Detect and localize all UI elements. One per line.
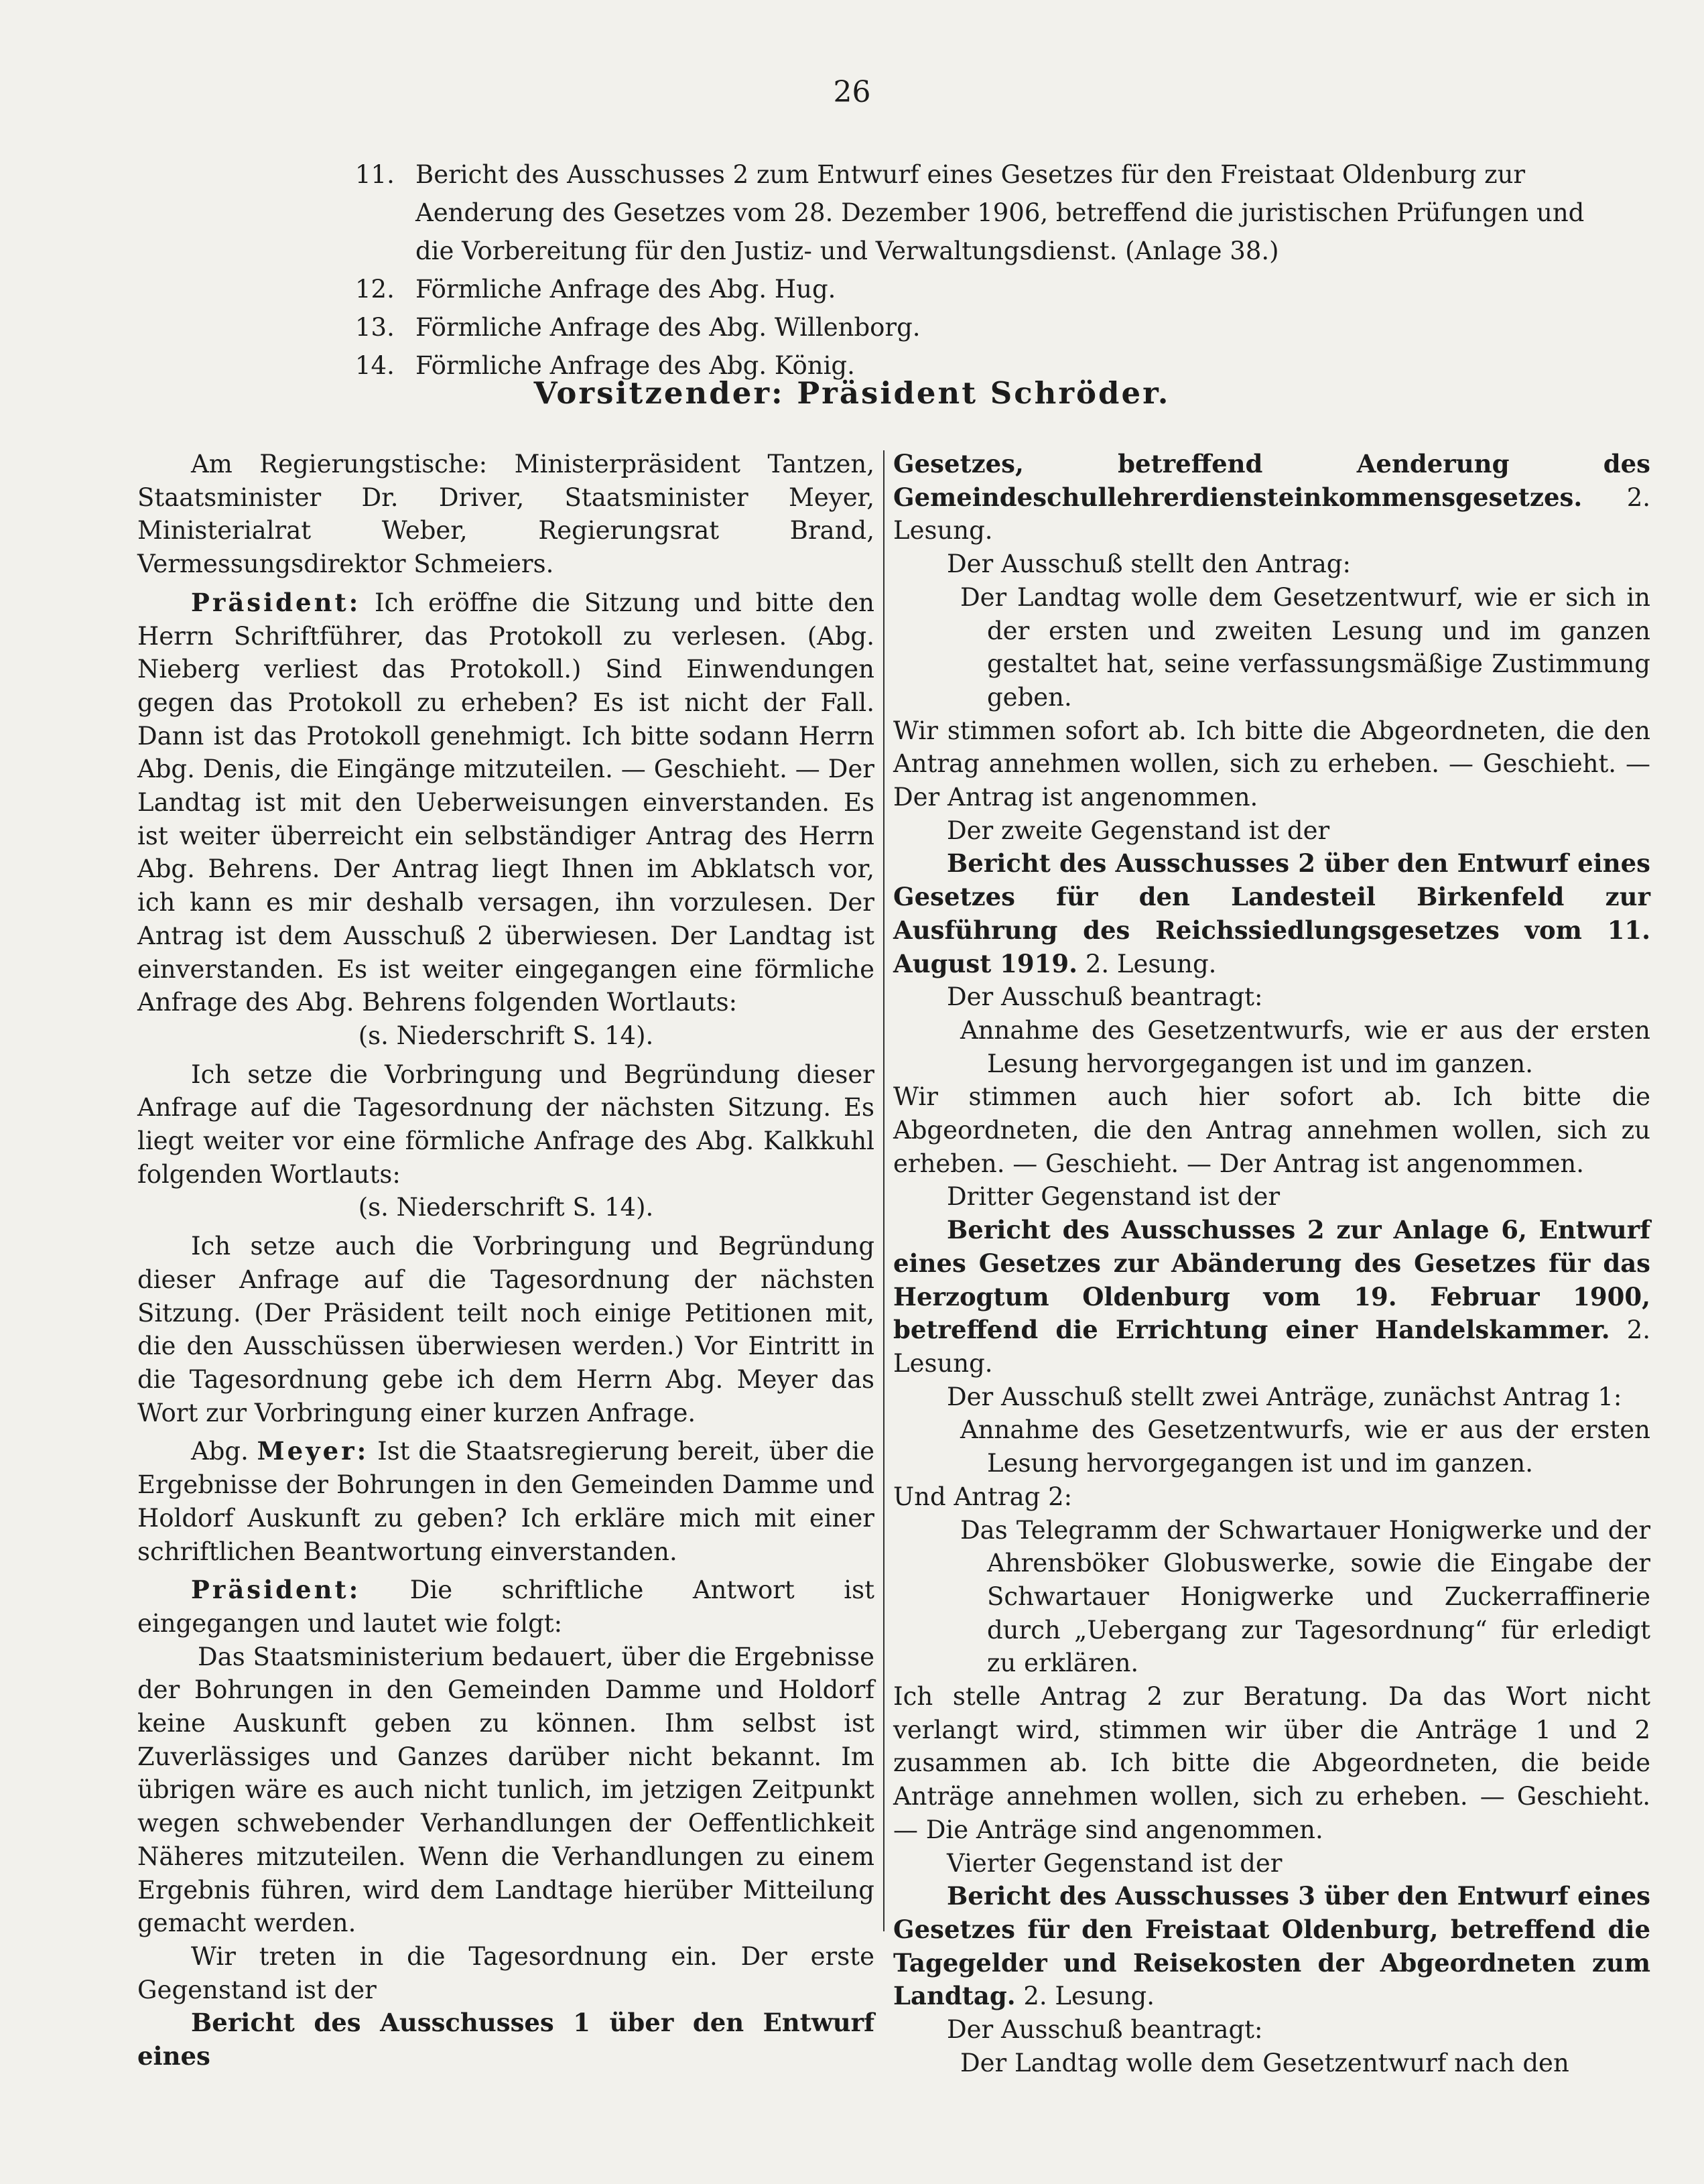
speaker-prefix: Abg. <box>191 1437 249 1466</box>
agenda-item-text: Bericht des Ausschusses 2 zum Entwurf eines Gesetzes für den Freistaat Oldenburg zur Aenderung des Gesetzes vom 28. Dezember 1906, betreffend die juristischen Prüfungen und die Vorbereitung für den Justiz- und Verwaltungsdienst. (Anlage 38.) <box>415 160 1585 265</box>
paragraph <box>137 1573 874 1640</box>
reading-label: 2. Lesung. <box>893 1315 1650 1378</box>
paragraph: Vierter Gegenstand ist der <box>947 1848 1283 1878</box>
motion-text: Annahme des Gesetzentwurfs, wie er aus der ersten Lesung hervorgegangen ist und im ganzen. <box>960 1415 1650 1478</box>
agenda-item <box>355 155 1615 270</box>
agenda-item-number: 11. <box>355 160 395 189</box>
paragraph <box>893 1880 1650 2013</box>
paragraph: Ich stelle Antrag 2 zur Beratung. Da das Wort nicht verlangt wird, stimmen wir über die Anträge 1 und 2 zusammen ab. Ich bitte die Abgeordneten, die beide Anträge annehmen wollen, sich zu erheben. — Geschieht. — Die Anträge sind angenommen. <box>893 1682 1650 1844</box>
reference: (s. Niederschrift S. 14). <box>358 1193 654 1222</box>
motion-text: Der Landtag wolle dem Gesetzentwurf nach den <box>960 2048 1569 2077</box>
paragraph: Wir stimmen sofort ab. Ich bitte die Abgeordneten, die den Antrag annehmen wollen, sich zu erheben. — Geschieht. — Der Antrag ist angenommen. <box>893 716 1650 812</box>
reading-label: 2. Lesung. <box>1085 949 1217 978</box>
agenda-item-number: 12. <box>355 275 395 304</box>
reference: (s. Niederschrift S. 14). <box>358 1021 654 1050</box>
agenda-item-text: Förmliche Anfrage des Abg. König. <box>415 351 855 380</box>
paragraph: Wir stimmen auch hier sofort ab. Ich bitte die Abgeordneten, die den Antrag annehmen wollen, sich zu erheben. — Geschieht. — Der Antrag ist angenommen. <box>893 1082 1650 1178</box>
paragraph: Der Ausschuß beantragt: <box>947 2015 1263 2045</box>
reading-label: 2. Lesung. <box>893 483 1650 545</box>
paragraph: Ich setze die Vorbringung und Begründung dieser Anfrage auf die Tagesordnung der nächsten Sitzung. Es liegt weiter vor eine förmliche Anfrage des Abg. Kalkkuhl folgenden Wortlauts: <box>137 1059 874 1189</box>
right-column <box>893 448 1650 2079</box>
paragraph: Der zweite Gegenstand ist der <box>947 816 1330 845</box>
paragraph <box>137 586 874 1019</box>
motion-text: Der Landtag wolle dem Gesetzentwurf, wie er sich in der ersten und zweiten Lesung und im ganzen gestaltet hat, seine verfassungsmäßige Zustimmung geben. <box>960 582 1650 712</box>
paragraph: Der Ausschuß stellt zwei Anträge, zunächst Antrag 1: <box>947 1382 1622 1411</box>
page-number: 26 <box>833 75 871 109</box>
section-heading: Vorsitzender: Präsident Schröder. <box>533 375 1171 411</box>
agenda-list <box>355 155 1615 385</box>
paragraph: Am Regierungstische: Ministerpräsident Tantzen, Staatsminister Dr. Driver, Staatsminister Meyer, Ministerialrat Weber, Regierungsrat Brand, Vermessungsdirektor Schmeiers. <box>137 450 874 579</box>
agenda-subject: Bericht des Ausschusses 2 zur Anlage 6, Entwurf eines Gesetzes zur Abänderung des Gesetzes für das Herzogtum Oldenburg vom 19. Februar 1900, betreffend die Errichtung einer Handelskammer. <box>893 1215 1650 1345</box>
paragraph: Ich setze auch die Vorbringung und Begründung dieser Anfrage auf die Tagesordnung der nächsten Sitzung. (Der Präsident teilt noch einige Petitionen mit, die den Ausschüssen überwiesen werden.) Vor Eintritt in die Tagesordnung gebe ich dem Herrn Abg. Meyer das Wort zur Vorbringung einer kurzen Anfrage. <box>137 1232 874 1427</box>
paragraph <box>137 1435 874 1568</box>
paragraph: Wir treten in die Tagesordnung ein. Der erste Gegenstand ist der <box>137 1941 874 2004</box>
paragraph-text: Ist die Staatsregierung bereit, über die Ergebnisse der Bohrungen in den Gemeinden Damme und Holdorf Auskunft zu geben? Ich erkläre mich mit einer schriftlichen Beantwortung einverstanden. <box>137 1437 875 1566</box>
paragraph: Der Ausschuß beantragt: <box>947 982 1263 1012</box>
agenda-subject: Gesetzes, betreffend Aenderung des Gemeindeschullehrerdiensteinkommensgesetzes. <box>893 449 1650 512</box>
motion-text: Annahme des Gesetzentwurfs, wie er aus der ersten Lesung hervorgegangen ist und im ganzen. <box>960 1015 1650 1078</box>
paragraph <box>893 847 1650 980</box>
paragraph <box>893 1214 1650 1380</box>
agenda-subject: Bericht des Ausschusses 3 über den Entwurf eines Gesetzes für den Freistaat Oldenburg, betreffend die Tagegelder und Reisekosten der Abgeordneten zum Landtag. <box>893 1881 1650 2011</box>
motion-text: Das Telegramm der Schwartauer Honigwerke und der Ahrensböker Globuswerke, sowie die Eingabe der Schwartauer Honigwerke und Zuckerraffinerie durch „Uebergang zur Tagesordnung“ für erledigt zu erklären. <box>960 1515 1650 1678</box>
agenda-item-number: 13. <box>355 313 395 342</box>
paragraph: Der Ausschuß stellt den Antrag: <box>947 550 1351 579</box>
agenda-item-text: Förmliche Anfrage des Abg. Hug. <box>415 275 836 304</box>
reading-label: 2. Lesung. <box>1023 1982 1155 2011</box>
quoted-answer: Das Staatsministerium bedauert, über die Ergebnisse der Bohrungen in den Gemeinden Damme und Holdorf keine Auskunft geben zu können. Ihm selbst ist Zuverlässiges und Ganzes darüber nicht bekannt. Im übrigen wäre es auch nicht tunlich, im jetzigen Zeitpunkt wegen schwebender Verhandlungen der Oeffentlichkeit Näheres mitzuteilen. Wenn die Verhandlungen zu einem Ergebnis führen, wird dem Landtage hierüber Mitteilung gemacht werden. <box>137 1642 874 1938</box>
paragraph-text: Die schriftliche Antwort ist eingegangen und lautet wie folgt: <box>137 1576 874 1638</box>
agenda-item-text: Förmliche Anfrage des Abg. Willenborg. <box>415 313 921 342</box>
column-divider <box>883 450 884 1931</box>
agenda-item <box>355 270 1615 308</box>
agenda-subject: Bericht des Ausschusses 1 über den Entwurf eines <box>137 2008 874 2071</box>
paragraph-text: Ich eröffne die Sitzung und bitte den Herrn Schriftführer, das Protokoll zu verlesen. (Abg. Nieberg verliest das Protokoll.) Sind Einwendungen gegen das Protokoll zu erheben? Es ist nicht der Fall. Dann ist das Protokoll genehmigt. Ich bitte sodann Herrn Abg. Denis, die Eingänge mitzuteilen. — Geschieht. — Der Landtag ist mit den Ueberweisungen einverstanden. Es ist weiter überreicht ein selbständiger Antrag des Herrn Abg. Behrens. Der Antrag liegt Ihnen im Abklatsch vor, ich kann es mir deshalb versagen, ihn vorzulesen. Der Antrag ist dem Ausschuß 2 überwiesen. Der Landtag ist einverstanden. Es ist weiter eingegangen eine förmliche Anfrage des Abg. Behrens folgenden Wortlauts: <box>137 588 874 1017</box>
speaker-name: Präsident: <box>191 587 361 617</box>
speaker-name: Präsident: <box>191 1575 361 1605</box>
agenda-item-number: 14. <box>355 351 395 380</box>
agenda-subject: Bericht des Ausschusses 2 über den Entwurf eines Gesetzes für den Landesteil Birkenfeld zur Ausführung des Reichssiedlungsgesetzes vom 11. August 1919. <box>893 848 1650 978</box>
speaker-name: Meyer: <box>257 1436 369 1466</box>
paragraph: Und Antrag 2: <box>893 1482 1073 1511</box>
paragraph <box>893 448 1650 548</box>
agenda-item <box>355 308 1615 346</box>
paragraph: Dritter Gegenstand ist der <box>947 1182 1281 1212</box>
left-column <box>137 448 874 2073</box>
